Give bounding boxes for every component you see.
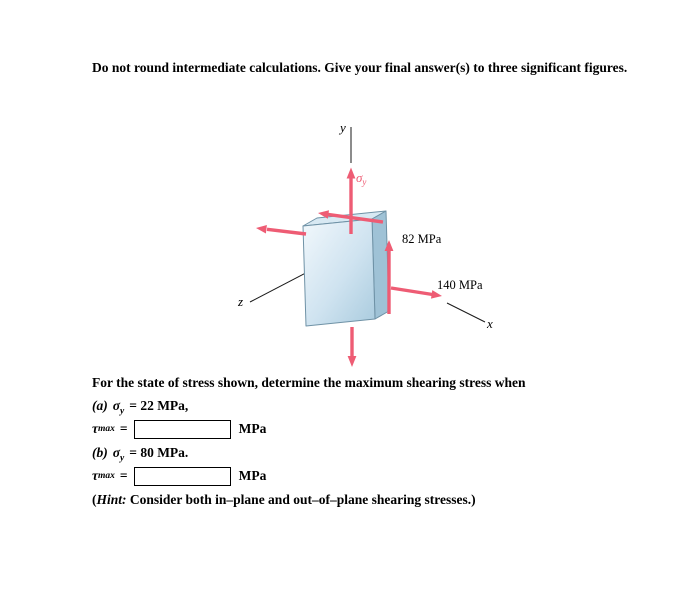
problem-block xyxy=(92,371,632,511)
equals-sign-b: = xyxy=(119,468,128,483)
normal-stress-arrow-right xyxy=(391,288,442,299)
sigma-symbol-a: σ xyxy=(112,398,121,413)
hint-body: Consider both in–plane and out–of–plane shearing stresses.) xyxy=(126,492,476,507)
unit-label-b: MPa xyxy=(238,468,267,483)
part-a-label: (a) xyxy=(92,398,108,413)
z-axis-label: z xyxy=(238,294,244,309)
problem-statement: For the state of stress shown, determine the maximum shearing stress when xyxy=(92,375,526,390)
stress-element-svg xyxy=(230,115,520,377)
sigma-symbol-b: σ xyxy=(112,445,121,460)
x-axis-label: x xyxy=(487,316,493,331)
tau-symbol-a: τ xyxy=(92,421,98,436)
normal-stress-value-label: 140 MPa xyxy=(437,278,483,292)
element-front-face xyxy=(303,219,375,326)
sigma-subscript-b: y xyxy=(120,453,125,464)
part-a-value: = 22 MPa, xyxy=(129,398,189,413)
y-axis-label: y xyxy=(340,120,346,135)
equals-sign-a: = xyxy=(119,421,128,436)
sigma-y-symbol-label: $\sigma_y$ xyxy=(356,170,367,187)
stress-element-box xyxy=(303,211,389,326)
sigma-y-bottom-arrow xyxy=(348,327,357,367)
answer-row-b: τ max = MPa xyxy=(92,464,632,488)
tau-symbol-b: τ xyxy=(92,468,98,483)
x-axis-line xyxy=(447,303,485,322)
tau-max-input-b[interactable] xyxy=(134,467,231,486)
hint-word: Hint: xyxy=(96,492,127,507)
stress-element-diagram xyxy=(230,115,520,377)
part-b-label: (b) xyxy=(92,445,108,460)
hint-text xyxy=(92,488,632,511)
instructions-text: Do not round intermediate calculations. Give your final answer(s) to three significant figures. xyxy=(92,60,628,75)
part-a-condition xyxy=(92,394,632,417)
tau-max-input-a[interactable] xyxy=(134,420,231,439)
hint-open-paren: ( xyxy=(92,492,97,507)
part-b-value: = 80 MPa. xyxy=(129,445,189,460)
shear-stress-value-label: 82 MPa xyxy=(402,232,442,246)
answer-row-a: τ max = MPa xyxy=(92,417,632,441)
normal-stress-arrow-left xyxy=(256,225,306,234)
sigma-subscript-a: y xyxy=(120,406,125,417)
part-b-condition xyxy=(92,441,632,464)
unit-label-a: MPa xyxy=(238,421,267,436)
